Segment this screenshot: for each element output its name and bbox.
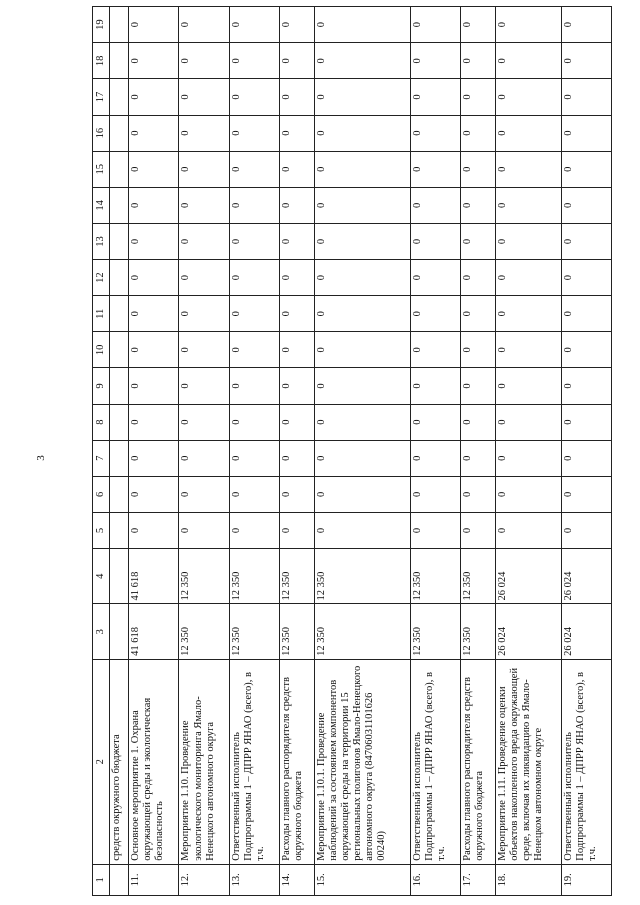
value-cell: 0 [314,440,411,476]
value-cell: 0 [411,332,461,368]
value-cell: 0 [129,296,179,332]
value-cell: 0 [129,43,179,79]
value-cell: 0 [411,187,461,223]
value-cell: 0 [314,476,411,512]
value-cell: 0 [314,368,411,404]
value-col-3: 12 350 [314,604,411,659]
value-cell: 0 [279,115,314,151]
value-col-4: 41 618 [129,549,179,604]
value-cell: 0 [561,296,611,332]
value-cell: 0 [314,79,411,115]
column-header: 4 [93,549,110,604]
table-row [279,7,314,896]
value-cell: 0 [411,151,461,187]
value-cell: 0 [461,79,496,115]
value-cell: 0 [411,115,461,151]
value-cell: 0 [461,7,496,43]
row-name: Расходы главного распорядителя средств окружного бюджета [461,659,496,864]
column-header: 12 [93,260,110,296]
column-header: 7 [93,440,110,476]
value-cell: 0 [411,43,461,79]
budget-table [92,6,612,896]
value-cell: 0 [561,43,611,79]
column-header: 3 [93,604,110,659]
value-cell: 0 [229,440,279,476]
value-cell: 0 [179,440,229,476]
value-cell: 0 [411,223,461,259]
column-header: 5 [93,512,110,548]
value-cell: 0 [411,476,461,512]
value-cell: 0 [229,476,279,512]
value-cell: 0 [229,404,279,440]
value-cell: 0 [561,151,611,187]
value-cell: 0 [496,404,562,440]
value-cell: 0 [179,115,229,151]
value-cell: 0 [229,115,279,151]
value-cell: 0 [496,332,562,368]
value-cell: 0 [229,260,279,296]
value-cell: 0 [561,115,611,151]
row-number: 14. [279,864,314,895]
value-cell: 0 [561,7,611,43]
value-cell: 0 [229,187,279,223]
value-cell: 0 [129,512,179,548]
value-cell: 0 [461,296,496,332]
column-header: 8 [93,404,110,440]
row-number: 18. [496,864,562,895]
value-cell: 0 [314,115,411,151]
row-number: 13. [229,864,279,895]
value-cell: 0 [179,404,229,440]
value-cell: 0 [179,332,229,368]
value-cell: 0 [129,151,179,187]
value-col-3: 41 618 [129,604,179,659]
value-cell: 0 [496,43,562,79]
row-number: 17. [461,864,496,895]
value-cell: 0 [129,404,179,440]
value-cell: 0 [229,43,279,79]
header-row [93,7,110,896]
value-cell: 0 [179,223,229,259]
table-row [461,7,496,896]
column-header: 6 [93,476,110,512]
column-header: 9 [93,368,110,404]
value-cell: 0 [129,368,179,404]
value-col-4: 12 350 [411,549,461,604]
row-name: Мероприятие 1.10. Проведение экологического мониторинга Ямало-Ненецкого автономного округа [179,659,229,864]
continuation-num [110,864,129,895]
table-row [129,7,179,896]
value-col-3: 12 350 [411,604,461,659]
value-cell: 0 [461,512,496,548]
value-cell: 0 [461,368,496,404]
value-cell: 0 [129,79,179,115]
value-cell: 0 [179,512,229,548]
value-cell: 0 [129,260,179,296]
value-col-3: 26 024 [561,604,611,659]
row-name: Ответственный исполнитель Подпрограммы 1 – ДПРР ЯНАО (всего), в т.ч. [411,659,461,864]
column-header: 13 [93,223,110,259]
value-cell: 0 [129,476,179,512]
value-col-3: 26 024 [496,604,562,659]
value-cell: 0 [314,43,411,79]
value-cell: 0 [411,404,461,440]
value-cell: 0 [229,512,279,548]
value-cell: 0 [129,187,179,223]
value-cell: 0 [461,151,496,187]
value-cell: 0 [496,223,562,259]
value-cell: 0 [561,440,611,476]
page-number: 3 [34,455,47,461]
value-cell: 0 [129,7,179,43]
value-cell: 0 [496,7,562,43]
value-cell: 0 [229,296,279,332]
value-cell: 0 [314,296,411,332]
value-cell: 0 [496,440,562,476]
value-cell: 0 [561,332,611,368]
value-cell: 0 [561,187,611,223]
value-cell: 0 [496,368,562,404]
value-cell: 0 [279,260,314,296]
value-col-4: 26 024 [561,549,611,604]
column-header: 19 [93,7,110,43]
value-cell: 0 [314,512,411,548]
value-cell: 0 [279,187,314,223]
row-number: 11. [129,864,179,895]
budget-table-rotated [92,6,612,896]
table-row [496,7,562,896]
row-name: Мероприятие 1.10.1. Проведение наблюдений за состоянием компонентов окружающей среды на территории 15 региональных полигонов Ямало-Ненецкого автономного округа (84706031101626 00240) [314,659,411,864]
value-cell: 0 [496,187,562,223]
value-cell: 0 [461,440,496,476]
value-col-4: 12 350 [229,549,279,604]
value-cell: 0 [411,79,461,115]
value-cell: 0 [314,332,411,368]
value-cell: 0 [279,512,314,548]
value-cell: 0 [229,151,279,187]
column-header: 17 [93,79,110,115]
column-header: 14 [93,187,110,223]
value-col-4: 12 350 [461,549,496,604]
row-number: 16. [411,864,461,895]
value-cell: 0 [496,512,562,548]
value-cell: 0 [461,332,496,368]
value-cell: 0 [129,223,179,259]
row-number: 12. [179,864,229,895]
column-header: 11 [93,296,110,332]
value-cell: 0 [179,187,229,223]
value-cell: 0 [179,260,229,296]
value-cell: 0 [279,332,314,368]
value-cell: 0 [279,404,314,440]
value-cell: 0 [496,296,562,332]
value-cell: 0 [411,440,461,476]
value-cell: 0 [279,368,314,404]
table-row [179,7,229,896]
value-cell: 0 [229,368,279,404]
value-cell: 0 [179,7,229,43]
table-row [314,7,411,896]
row-name: Расходы главного распорядителя средств окружного бюджета [279,659,314,864]
value-cell: 0 [561,368,611,404]
value-cell: 0 [179,43,229,79]
table-row [229,7,279,896]
table-row [561,7,611,896]
value-cell: 0 [279,223,314,259]
row-name: Ответственный исполнитель Подпрограммы 1 – ДПРР ЯНАО (всего), в т.ч. [561,659,611,864]
value-col-4: 12 350 [279,549,314,604]
value-cell: 0 [129,440,179,476]
value-cell: 0 [179,151,229,187]
value-cell: 0 [411,368,461,404]
column-header: 18 [93,43,110,79]
value-col-3: 12 350 [279,604,314,659]
value-cell: 0 [411,260,461,296]
value-cell: 0 [314,7,411,43]
value-cell: 0 [561,223,611,259]
column-header: 1 [93,864,110,895]
value-cell: 0 [496,476,562,512]
value-col-3: 12 350 [179,604,229,659]
value-col-3: 12 350 [229,604,279,659]
value-cell: 0 [561,404,611,440]
column-header: 2 [93,659,110,864]
value-cell: 0 [129,115,179,151]
value-cell: 0 [314,260,411,296]
value-cell: 0 [561,476,611,512]
row-number: 15. [314,864,411,895]
value-col-4: 12 350 [314,549,411,604]
value-cell: 0 [229,79,279,115]
value-cell: 0 [496,115,562,151]
value-cell: 0 [279,476,314,512]
value-cell: 0 [461,223,496,259]
value-cell: 0 [496,151,562,187]
value-cell: 0 [179,79,229,115]
value-cell: 0 [461,404,496,440]
value-cell: 0 [229,332,279,368]
value-cell: 0 [496,260,562,296]
value-cell: 0 [561,512,611,548]
value-cell: 0 [279,43,314,79]
value-cell: 0 [179,476,229,512]
value-cell: 0 [461,43,496,79]
table-body [110,7,612,896]
value-cell: 0 [179,368,229,404]
continuation-text: средств окружного бюджета [110,659,129,864]
value-cell: 0 [461,476,496,512]
value-cell: 0 [314,187,411,223]
continuation-row [110,7,129,896]
table-row [411,7,461,896]
value-cell: 0 [496,79,562,115]
value-cell: 0 [461,260,496,296]
column-header: 16 [93,115,110,151]
row-name: Основное мероприятие 1. Охрана окружающей среды и экологическая безопасность [129,659,179,864]
value-cell: 0 [129,332,179,368]
value-cell: 0 [279,7,314,43]
value-col-4: 26 024 [496,549,562,604]
value-cell: 0 [561,260,611,296]
value-cell: 0 [411,512,461,548]
value-cell: 0 [229,223,279,259]
row-number: 19. [561,864,611,895]
value-cell: 0 [279,440,314,476]
value-cell: 0 [461,115,496,151]
column-header: 15 [93,151,110,187]
row-name: Ответственный исполнитель Подпрограммы 1 – ДПРР ЯНАО (всего), в т.ч. [229,659,279,864]
row-name: Мероприятие 1.11. Проведение оценки объектов накопленного вреда окружающей среде, включая их ликвидацию в Ямало-Ненецком автономном округе [496,659,562,864]
value-cell: 0 [314,404,411,440]
value-cell: 0 [411,296,461,332]
value-cell: 0 [179,296,229,332]
value-col-4: 12 350 [179,549,229,604]
value-cell: 0 [411,7,461,43]
value-cell: 0 [279,79,314,115]
column-header: 10 [93,332,110,368]
value-cell: 0 [229,7,279,43]
value-cell: 0 [279,296,314,332]
value-cell: 0 [314,223,411,259]
value-cell: 0 [461,187,496,223]
value-cell: 0 [314,151,411,187]
value-col-3: 12 350 [461,604,496,659]
value-cell: 0 [561,79,611,115]
value-cell: 0 [279,151,314,187]
